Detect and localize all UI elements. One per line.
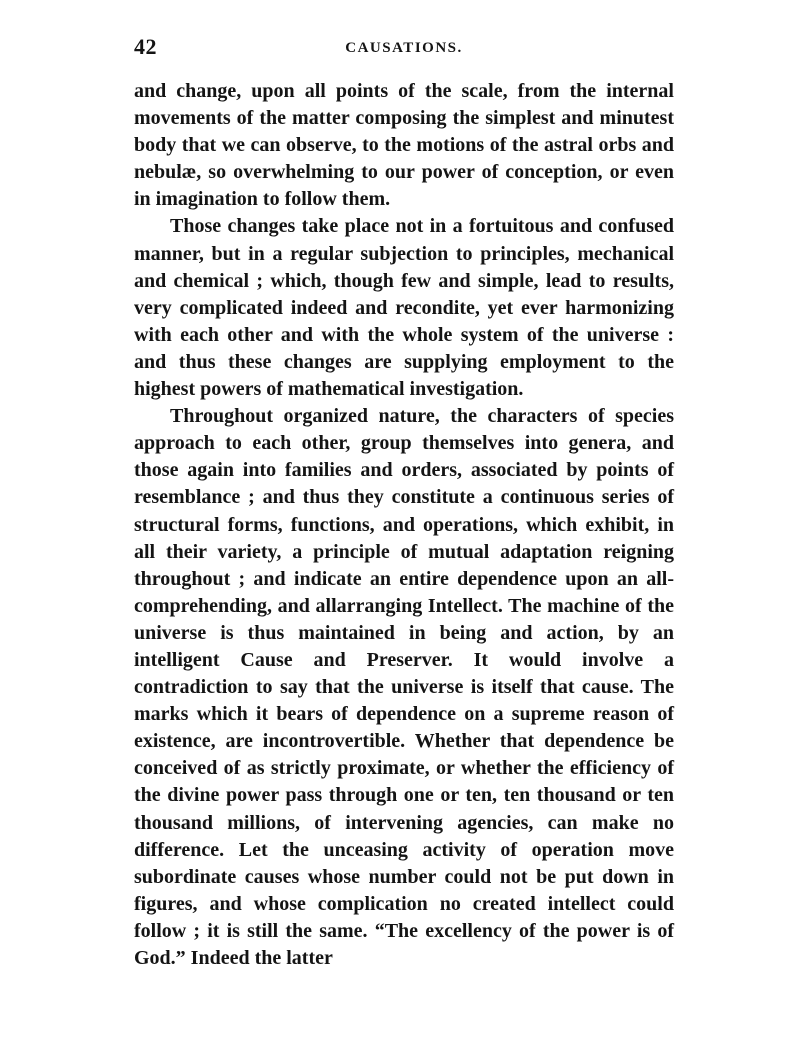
page-header (134, 34, 674, 62)
paragraph-organized-nature: Throughout organized nature, the characters of species approach to each other, group themselves into genera, and those again into families and orders, associated by points of resemblance ; and thus they constitute a continuous series of structural forms, functions, and operations, which exhibit, in all their variety, a principle of mutual adaptation reigning throughout ; and indicate an entire dependence upon an all-comprehending, and allarranging Intellect. The machine of the universe is thus maintained in being and action, by an intelligent Cause and Preserver. It would involve a contradiction to say that the universe is itself that cause. The marks which it bears of dependence on a supreme reason of existence, are incontrovertible. Whether that dependence be conceived of as strictly proximate, or whether the efficiency of the divine power pass through one or ten, ten thousand or ten thousand millions, of intervening agencies, can make no difference. Let the unceasing activity of operation move subordinate causes whose number could not be put down in figures, and whose complication no created intellect could follow ; it is still the same. “The excellency of the power is of God.” Indeed the latter (134, 405, 674, 969)
paragraph-continuation: and change, upon all points of the scale, from the internal movements of the matter composing the simplest and minutest body that we can observe, to the motions of the astral orbs and nebulæ, so overwhelming to our power of conception, or even in imagination to follow them. (134, 80, 674, 211)
body-text (134, 78, 674, 972)
paragraph-changes: Those changes take place not in a fortuitous and confused manner, but in a regular subjection to principles, mechanical and chemical ; which, though few and simple, lead to results, very complicated indeed and recondite, yet ever harmonizing with each other and with the whole system of the universe : and thus these changes are supplying employment to the highest powers of mathematical investigation. (134, 215, 674, 401)
page-number: 42 (134, 34, 157, 59)
running-head: CAUSATIONS. (345, 40, 463, 56)
